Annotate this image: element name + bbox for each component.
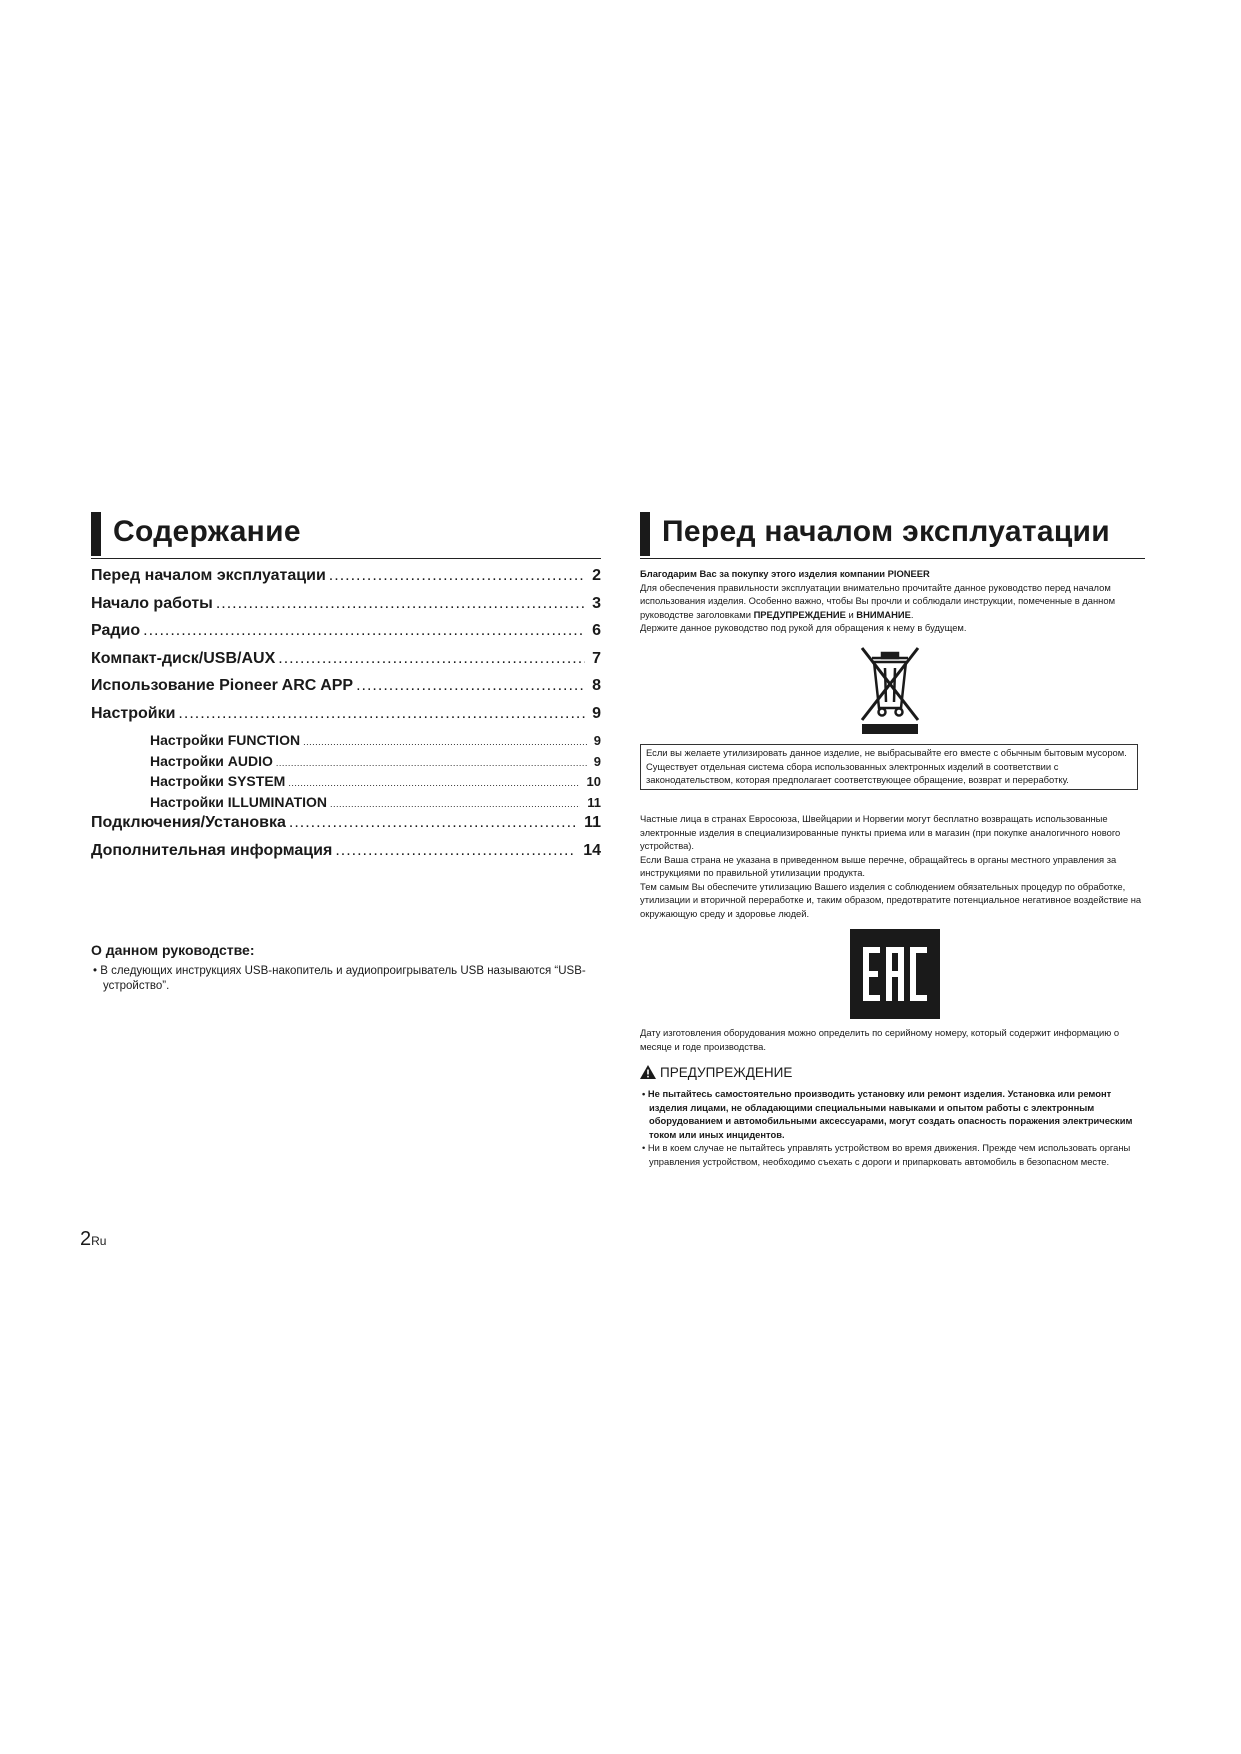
warning-triangle-icon [640,1065,656,1079]
before-use-section [640,510,1145,1167]
toc-subentry[interactable]: Настройки AUDIO ..... 9 [91,753,601,774]
section-title: Перед началом эксплуатации [662,515,1111,548]
kw-warning: ПРЕДУПРЕЖДЕНИЕ [753,608,846,620]
toc-entry[interactable]: Перед началом эксплуатации ..... 2 [91,567,601,595]
about-text: • В следующих инструкциях USB-накопитель и аудиопроигрыватель USB называются “USB-устройство”. [93,965,586,992]
thanks-line: Благодарим Вас за покупку этого изделия компании PIONEER [640,568,930,579]
warning-item: • Ни в коем случае не пытайтесь управлять устройством во время движения. Прежде чем использовать органы управления устройством, необходимо съехать с дороги и припарковать автомобиль в безопасном месте. [642,1142,1131,1167]
toc-list [91,567,601,869]
warning-item: • Не пытайтесь самостоятельно производить установку или ремонт изделия. Установка или ремонт изделия лицами, не обладающими специальными навыками и опытом работы с электронным оборудованием и автомобильными аксессуарами, могут создать опасность поражения электрическим током или иных инцидентов. [642,1088,1133,1140]
recycle-notice: Если вы желаете утилизировать данное изделие, не выбрасывайте его вместе с обычным бытовым мусором. Существует отдельная система сбора использованных электронных изделий в соответствии с законодательством, которая предполагает соответствующее обращение, возврат и переработку. [640,744,1138,790]
serial-number-text: Дату изготовления оборудования можно определить по серийному номеру, который содержит информацию о месяце и годе производства. [640,1027,1120,1052]
toc-section [91,510,601,869]
keep-line: Держите данное руководство под рукой для обращения к нему в будущем. [640,622,967,633]
intro-text: Благодарим Вас за покупку этого изделия компании PIONEER Для обеспечения правильности эксплуатации внимательно прочитайте данное руководство перед началом использования изделия. Особенно важно, чтобы Вы прочли и соблюдали инструкции, помеченные в данном руководстве заголовками ПРЕДУПРЕЖДЕНИЕ и ВНИМАНИЕ. Держите данное руководство под рукой для обращения к нему в будущем. [640,567,1145,635]
warning-list [640,1087,1145,1168]
crossed-bin-icon [858,644,922,736]
heading-bar [91,512,101,556]
toc-subentry[interactable]: Настройки FUNCTION ..... 9 [91,732,601,753]
private-persons-text: Частные лица в странах Евросоюза, Швейцарии и Норвегии могут бесплатно возвращать использованные электронные изделия в специализированные пункты приема или в магазин (при покупке аналогичного нового устройства). Если Ваша страна не указана в приведенном выше перечне, обращайтесь в органы местного управления за инструкциями по правильной утилизации продукта. Тем самым Вы обеспечите утилизацию Вашего изделия с соблюдением обязательных процедур по обработке, утилизации и вторичной переработке и, таким образом, предотвратите потенциальное негативное воздействие на окружающую среду и здоровье людей. [640,813,1142,919]
toc-entry[interactable]: Использование Pioneer ARC APP ..... 8 [91,677,601,705]
kw-caution: ВНИМАНИЕ [856,608,911,620]
toc-title: Содержание [113,515,301,548]
about-heading: О данном руководстве: [91,942,255,958]
toc-entry[interactable]: Радио ..... 6 [91,622,601,650]
toc-entry[interactable]: Настройки ..... 9 [91,705,601,733]
toc-entry[interactable]: Начало работы ..... 3 [91,595,601,623]
eac-mark-icon [850,929,940,1019]
toc-subentry[interactable]: Настройки SYSTEM ..... 10 [91,773,601,794]
toc-heading [91,510,601,559]
page-number: 2Ru [80,1228,107,1250]
toc-entry[interactable]: Подключения/Установка ..... 11 [91,814,601,842]
toc-entry[interactable]: Дополнительная информация ..... 14 [91,842,601,870]
about-manual [91,942,601,994]
toc-entry[interactable]: Компакт-диск/USB/AUX ..... 7 [91,650,601,678]
section-heading [640,510,1145,559]
heading-bar [640,512,650,556]
toc-subentry[interactable]: Настройки ILLUMINATION ..... 11 [91,794,601,815]
warning-heading: ПРЕДУПРЕЖДЕНИЕ [640,1065,792,1080]
